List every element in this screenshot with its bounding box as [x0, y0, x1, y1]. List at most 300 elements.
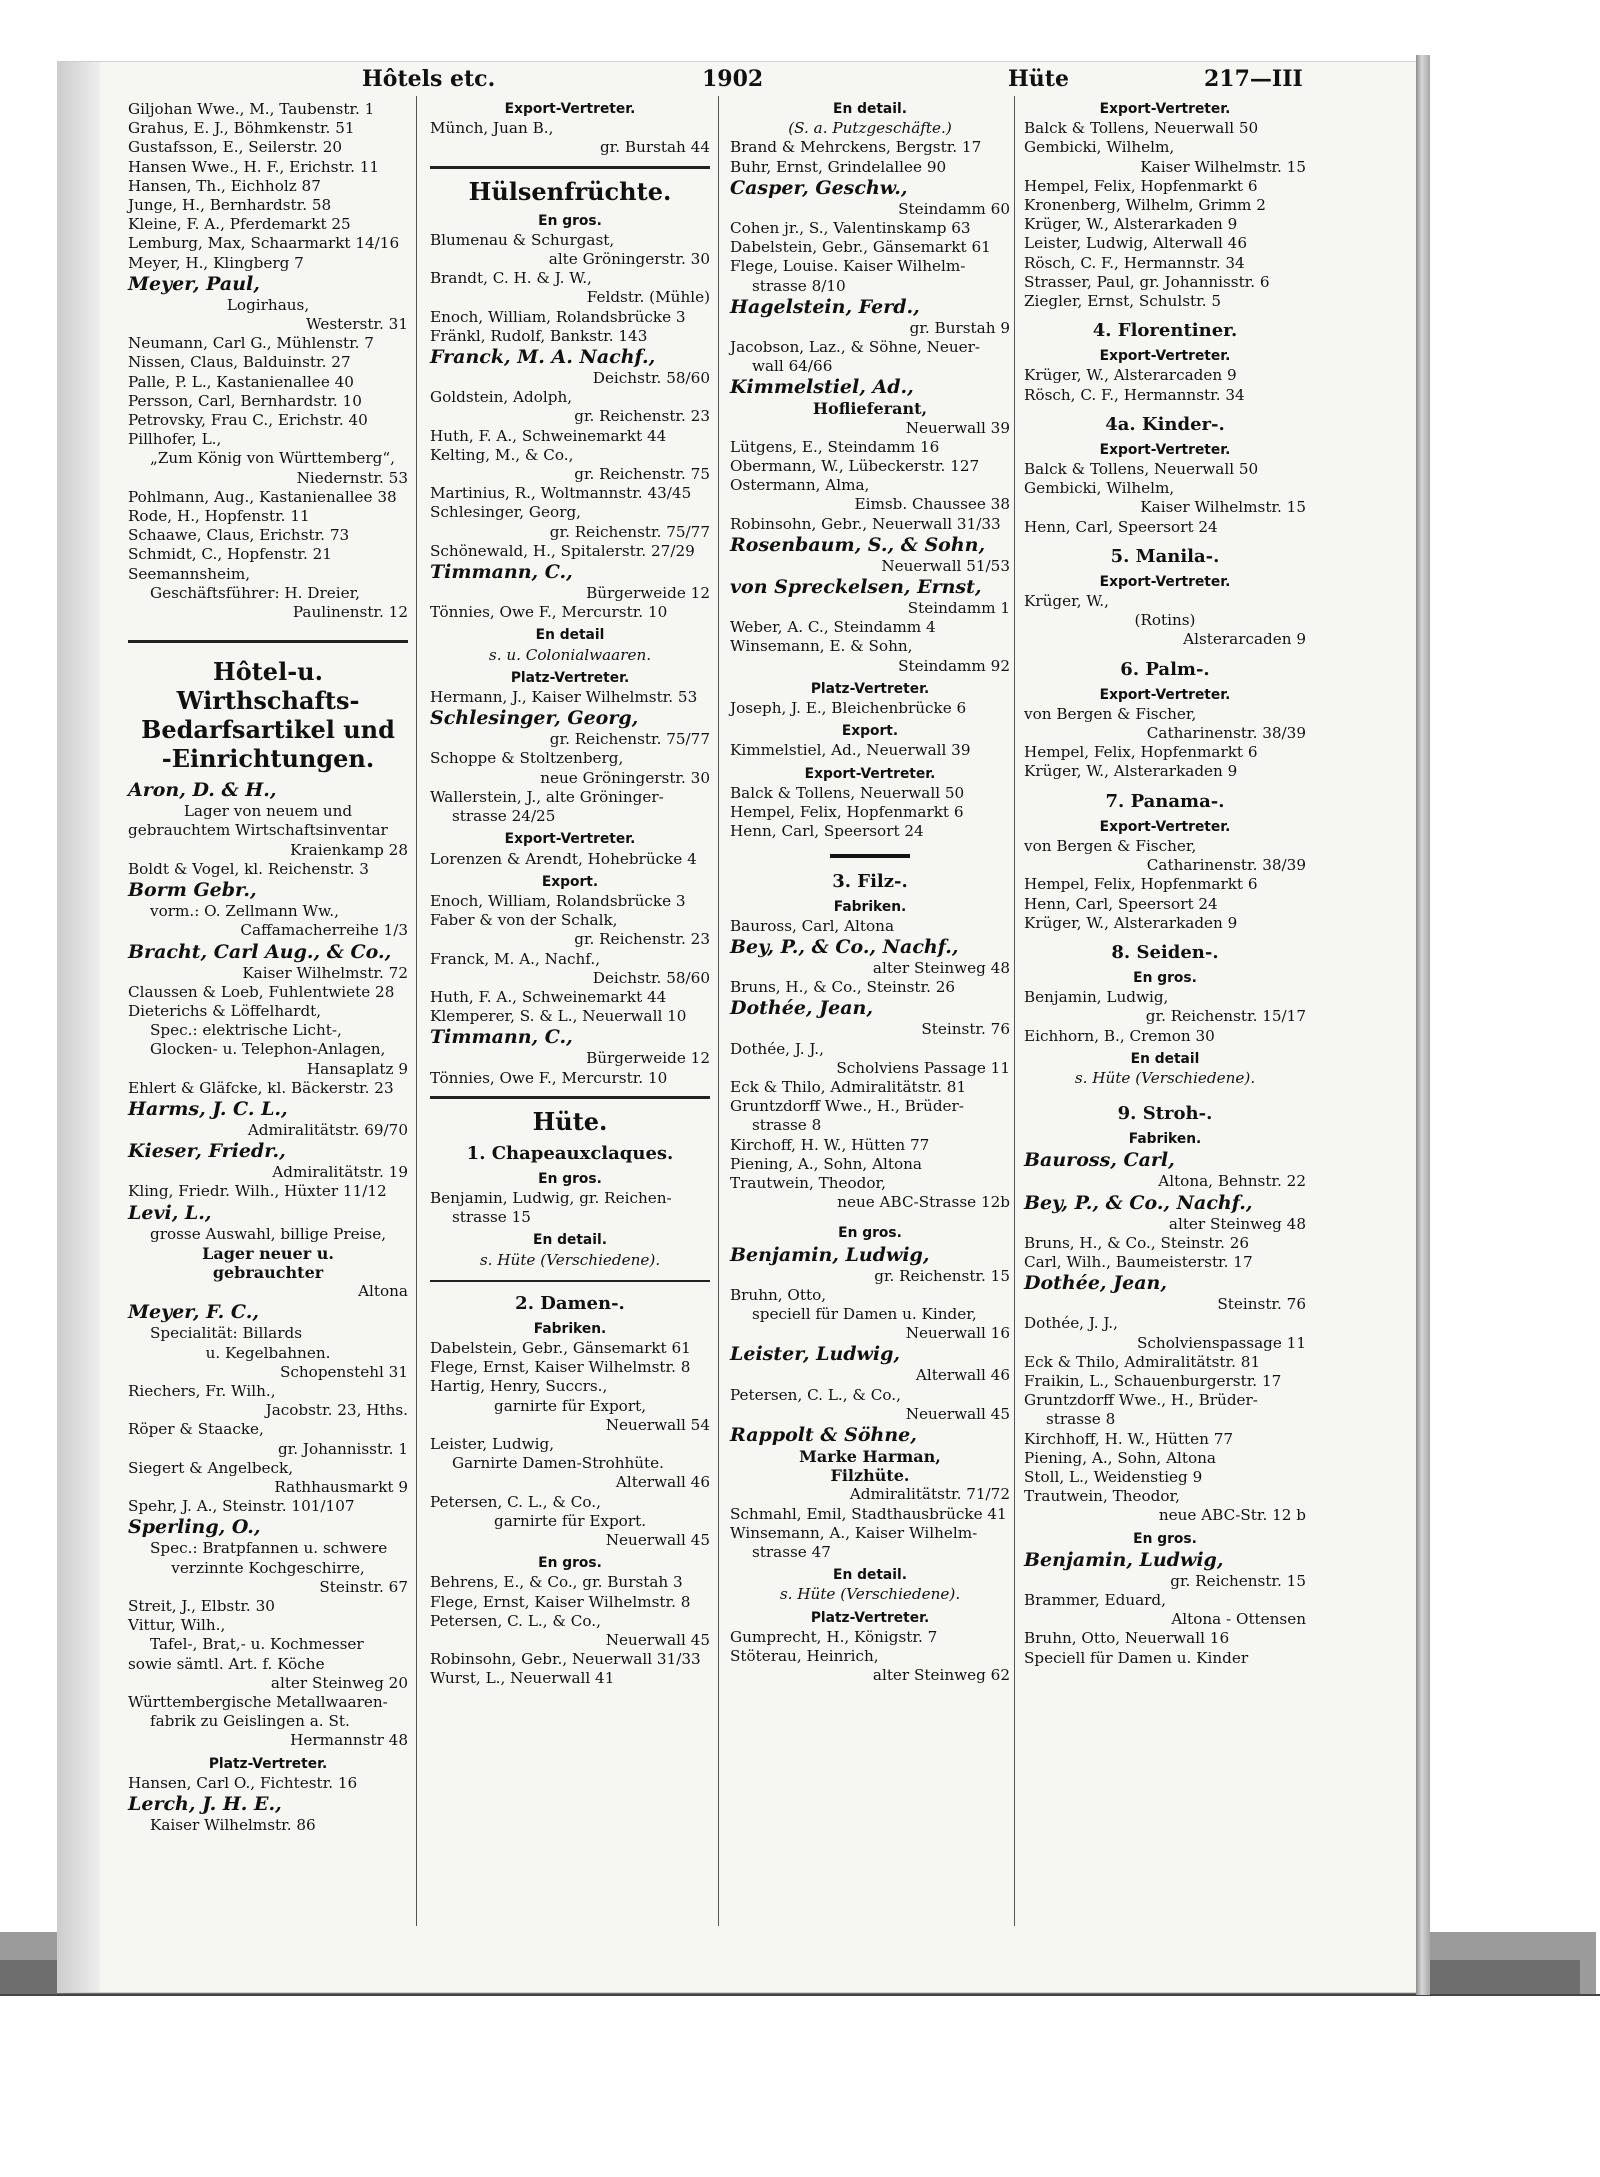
entry: Henn, Carl, Speersort 24: [730, 822, 924, 841]
entry: Gembicki, Wilhelm,: [1024, 138, 1175, 157]
entry-name-bold: Benjamin, Ludwig,: [1024, 1548, 1224, 1571]
entry-address: Neuerwall 45: [605, 1530, 710, 1549]
entry-address: Hermannstr 48: [290, 1731, 408, 1750]
entry-address: alter Steinweg 48: [872, 958, 1010, 977]
entry-name-bold: Dothée, Jean,: [1024, 1272, 1167, 1295]
entry-address: alter Steinweg 20: [270, 1673, 408, 1692]
entry: Streit, J., Elbstr. 30: [128, 1596, 275, 1615]
entry: Bruhn, Otto,: [730, 1285, 827, 1304]
entry: Martinius, R., Woltmannstr. 43/45: [430, 484, 692, 503]
subsection-title: 2. Damen-.: [515, 1292, 625, 1314]
subsection-heading: Fabriken.: [1128, 1131, 1202, 1148]
entry: Huth, F. A., Schweinemarkt 44: [430, 426, 667, 445]
column-separator: [416, 96, 417, 1926]
entry-name-bold: Kimmelstiel, Ad.,: [730, 376, 914, 399]
subsection-heading: En gros.: [538, 1555, 602, 1572]
entry-address: Jacobstr. 23, Hths.: [265, 1401, 408, 1420]
entry-detail: Geschäftsführer: H. Dreier,: [150, 583, 360, 602]
entry: Fraikin, L., Schauenburgerstr. 17: [1024, 1371, 1282, 1390]
entry-detail: speciell für Damen u. Kinder,: [752, 1304, 977, 1323]
entry-address: Paulinenstr. 12: [292, 603, 408, 622]
entry: Eichhorn, B., Cremon 30: [1024, 1026, 1215, 1045]
entry-highlight: Marke Harman,: [799, 1446, 941, 1466]
entry: Dabelstein, Gebr., Gänsemarkt 61: [430, 1338, 691, 1357]
subsection-heading: Platz-Vertreter.: [510, 669, 630, 686]
entry: Dothée, J. J.,: [730, 1039, 824, 1058]
subsection-heading: En detail: [1130, 1050, 1200, 1067]
subsection-title: 4. Florentiner.: [1092, 320, 1238, 342]
entry-address: Caffamacherreihe 1/3: [240, 921, 408, 940]
entry: Ostermann, Alma,: [730, 476, 870, 495]
entry: Lemburg, Max, Schaarmarkt 14/16: [128, 234, 400, 253]
entry-name-bold: Lerch, J. H. E.,: [128, 1793, 282, 1816]
entry-address: neue Gröningerstr. 30: [540, 768, 710, 787]
entry: Ziegler, Ernst, Schulstr. 5: [1024, 292, 1222, 311]
entry: Eck & Thilo, Admiralitätstr. 81: [1024, 1352, 1261, 1371]
entry: Benjamin, Ludwig,: [1024, 988, 1169, 1007]
section-title: Bedarfsartikel und: [141, 715, 395, 745]
entry-address: strasse 8: [1046, 1410, 1116, 1429]
entry: Petrovsky, Frau C., Erichstr. 40: [128, 411, 368, 430]
entry: Krüger, W., Alsterarcaden 9: [1024, 366, 1237, 385]
entry-address: Altona - Ottensen: [1171, 1610, 1306, 1629]
subsection-title: 6. Palm-.: [1120, 658, 1210, 680]
entry-name-bold: Bey, P., & Co., Nachf.,: [730, 935, 959, 958]
entry: Petersen, C. L., & Co.,: [430, 1492, 601, 1511]
entry: Württembergische Metallwaaren-: [128, 1693, 388, 1711]
entry: Hansen, Carl O., Fichtestr. 16: [128, 1773, 358, 1792]
entry: Grahus, E. J., Böhmkenstr. 51: [128, 119, 355, 138]
entry-address: gr. Reichenstr. 23: [574, 407, 710, 426]
entry: Kleine, F. A., Pferdemarkt 25: [128, 215, 351, 234]
entry: Schmahl, Emil, Stadthausbrücke 41: [730, 1504, 1007, 1523]
entry-address: wall 64/66: [752, 357, 833, 376]
entry: Palle, P. L., Kastanienallee 40: [128, 372, 354, 391]
entry-address: Neuerwall 45: [605, 1631, 710, 1649]
entry-name-bold: Aron, D. & H.,: [128, 779, 277, 802]
subsection-heading: Export.: [841, 723, 899, 740]
entry-name-bold: von Spreckelsen, Ernst,: [730, 576, 982, 599]
entry-address: gr. Reichenstr. 75: [574, 465, 710, 484]
column-separator: [1014, 96, 1015, 1926]
section-title: -Einrichtungen.: [161, 744, 375, 774]
entry-detail: Lager von neuem und: [183, 802, 353, 821]
entry-detail: garnirte für Export.: [493, 1511, 647, 1530]
entry: Kronenberg, Wilhelm, Grimm 2: [1024, 196, 1266, 215]
entry-address: Kaiser Wilhelmstr. 72: [242, 963, 408, 982]
entry-detail: Garnirte Damen-Strohhüte.: [452, 1454, 664, 1473]
entry-name-bold: Harms, J. C. L.,: [128, 1097, 288, 1120]
entry: Kirchoff, H. W., Hütten 77: [730, 1135, 930, 1154]
entry: Tönnies, Owe F., Mercurstr. 10: [430, 1068, 668, 1087]
entry-address: gr. Reichenstr. 15: [874, 1266, 1010, 1285]
entry-name-bold: Franck, M. A. Nachf.,: [430, 346, 656, 369]
entry: Pohlmann, Aug., Kastanienallee 38: [128, 487, 397, 506]
entry: Winsemann, A., Kaiser Wilhelm-: [730, 1523, 978, 1542]
entry: Robinsohn, Gebr., Neuerwall 31/33: [430, 1650, 701, 1669]
entry: Krüger, W., Alsterarkaden 9: [1024, 215, 1238, 234]
entry: Enoch, William, Rolandsbrücke 3: [430, 891, 686, 910]
entry: Schoppe & Stoltzenberg,: [430, 749, 624, 768]
entry: Schaawe, Claus, Erichstr. 73: [128, 526, 350, 545]
entry: Giljohan Wwe., M., Taubenstr. 1: [128, 100, 375, 118]
entry: Hansen, Th., Eichholz 87: [128, 176, 321, 195]
entry-name-bold: Schlesinger, Georg,: [430, 707, 639, 730]
entry: Gruntzdorff Wwe., H., Brüder-: [1024, 1391, 1258, 1410]
entry: Huth, F. A., Schweinemarkt 44: [430, 987, 667, 1006]
entry-address: Steinstr. 76: [921, 1020, 1010, 1039]
entry: Fränkl, Rudolf, Bankstr. 143: [430, 326, 648, 345]
entry-address: neue ABC-Strasse 12b: [837, 1193, 1010, 1212]
subsection-heading: Export.: [541, 873, 599, 890]
entry-name-bold: Timmann, C.,: [430, 561, 573, 584]
entry-detail: gebrauchtem Wirtschaftsinventar: [128, 821, 388, 840]
entry-detail: vorm.: O. Zellmann Ww.,: [150, 902, 339, 921]
entry-address: Kraienkamp 28: [290, 840, 408, 859]
entry: Krüger, W., Alsterarkaden 9: [1024, 762, 1238, 781]
entry-address: Feldstr. (Mühle): [586, 288, 710, 307]
entry-name-bold: Bauross, Carl,: [1024, 1149, 1175, 1172]
entry: Klemperer, S. & L., Neuerwall 10: [430, 1007, 687, 1026]
subsection-title: 3. Filz-.: [832, 870, 908, 892]
subsection-title: 8. Seiden-.: [1111, 941, 1219, 963]
subsection-heading: En gros.: [838, 1225, 902, 1242]
entry: Röper & Staacke,: [128, 1420, 264, 1439]
subsection-heading: Export-Vertreter.: [1099, 818, 1231, 835]
entry: Gustafsson, E., Seilerstr. 20: [128, 138, 343, 157]
entry-address: gr. Reichenstr. 75/77: [549, 522, 710, 541]
entry-address: Deichstr. 58/60: [592, 369, 710, 388]
entry: Bruns, H., & Co., Steinstr. 26: [1024, 1233, 1250, 1252]
entry: Goldstein, Adolph,: [430, 388, 573, 407]
entry: Schmidt, C., Hopfenstr. 21: [128, 545, 332, 564]
entry: Flege, Louise. Kaiser Wilhelm-: [730, 257, 966, 276]
entry: Balck & Tollens, Neuerwall 50: [1024, 460, 1259, 479]
entry-address: Admiralitätstr. 19: [272, 1163, 408, 1182]
entry: Petersen, C. L., & Co.,: [730, 1385, 901, 1404]
column-3: [730, 100, 1010, 1685]
subsection-heading: Export-Vertreter.: [1099, 441, 1231, 458]
entry-address: Rathhausmarkt 9: [274, 1477, 408, 1496]
entry: Krüger, W.,: [1024, 592, 1109, 611]
entry-address: Scholviens Passage 11: [836, 1058, 1010, 1077]
entry: Blumenau & Schurgast,: [430, 230, 615, 249]
entry-detail: Specialität: Billards: [150, 1324, 303, 1343]
entry-address: Neuerwall 54: [605, 1415, 710, 1434]
subsection-heading: En detail: [535, 627, 605, 644]
entry-name-bold: Bracht, Carl Aug., & Co.,: [128, 940, 392, 963]
subsection-title: 1. Chapeauxclaques.: [466, 1142, 674, 1164]
entry-address: Catharinenstr. 38/39: [1146, 856, 1306, 875]
entry: Hermann, J., Kaiser Wilhelmstr. 53: [430, 688, 698, 707]
entry-address: Niedernstr. 53: [296, 468, 408, 487]
entry-address: Altona, Behnstr. 22: [1158, 1172, 1306, 1191]
entry: Joseph, J. E., Bleichenbrücke 6: [730, 699, 967, 718]
subsection-heading: Platz-Vertreter.: [810, 1609, 930, 1626]
entry-address: strasse 24/25: [452, 807, 556, 826]
entry-address: gr. Reichenstr. 23: [574, 930, 710, 949]
entry: Buhr, Ernst, Grindelallee 90: [730, 157, 947, 176]
entry: Riechers, Fr. Wilh.,: [128, 1381, 276, 1400]
entry-detail: verzinnte Kochgeschirre,: [171, 1558, 365, 1577]
entry-detail: Glocken- u. Telephon-Anlagen,: [150, 1040, 386, 1059]
entry: Brammer, Eduard,: [1024, 1590, 1166, 1609]
entry-address: Neuerwall 51/53: [881, 556, 1010, 575]
entry-name-bold: Dothée, Jean,: [730, 997, 873, 1020]
entry: von Bergen & Fischer,: [1024, 704, 1197, 723]
entry: Balck & Tollens, Neuerwall 50: [730, 783, 965, 802]
entry: Henn, Carl, Speersort 24: [1024, 517, 1218, 536]
entry: Persson, Carl, Bernhardstr. 10: [128, 391, 362, 410]
entry: Rösch, C. F., Hermannstr. 34: [1024, 385, 1245, 404]
entry: Balck & Tollens, Neuerwall 50: [1024, 119, 1259, 138]
entry: Hempel, Felix, Hopfenmarkt 6: [730, 803, 964, 822]
entry-highlight: gebrauchter: [212, 1262, 324, 1282]
entry-address: neue ABC-Str. 12 b: [1158, 1506, 1306, 1525]
entry: Hempel, Felix, Hopfenmarkt 6: [1024, 743, 1258, 762]
entry-highlight: Hoflieferant,: [812, 399, 928, 419]
entry: Strasser, Paul, gr. Johannisstr. 6: [1024, 272, 1270, 291]
entry: Leister, Ludwig,: [430, 1434, 555, 1453]
entry-address: alter Steinweg 48: [1168, 1214, 1306, 1233]
page-binding: [58, 62, 100, 1992]
entry: Hansen Wwe., H. F., Erichstr. 11: [128, 157, 380, 176]
section-rule: [128, 640, 408, 643]
entry: Leister, Ludwig, Alterwall 46: [1024, 234, 1247, 253]
entry: Neumann, Carl G., Mühlenstr. 7: [128, 334, 374, 353]
subsection-heading: Export-Vertreter.: [1099, 573, 1231, 590]
entry-name-bold: Benjamin, Ludwig,: [730, 1243, 930, 1266]
entry-name-bold: Hagelstein, Ferd.,: [730, 295, 920, 318]
subsection-heading: Export-Vertreter.: [504, 101, 636, 117]
entry-address: strasse 8: [752, 1116, 822, 1135]
section-rule: [430, 166, 710, 169]
entry: Vittur, Wilh.,: [128, 1616, 226, 1635]
entry: Enoch, William, Rolandsbrücke 3: [430, 307, 686, 326]
column-1: [128, 100, 408, 1835]
entry-detail: (Rotins): [1134, 611, 1196, 630]
entry-detail: Speciell für Damen u. Kinder: [1024, 1648, 1249, 1667]
entry: Gruntzdorff Wwe., H., Brüder-: [730, 1097, 964, 1116]
entry: Spehr, J. A., Steinstr. 101/107: [128, 1497, 355, 1516]
cross-reference: (S. a. Putzgeschäfte.): [788, 119, 952, 138]
subsection-title: 7. Panama-.: [1105, 790, 1225, 812]
section-title: Hülsenfrüchte.: [468, 176, 672, 206]
cross-reference: s. Hüte (Verschiedene).: [479, 1250, 661, 1269]
entry: Junge, H., Bernhardstr. 58: [128, 196, 332, 215]
entry-address: Bürgerweide 12: [586, 584, 710, 603]
entry: Meyer, H., Klingberg 7: [128, 253, 304, 272]
entry-name-bold: Casper, Geschw.,: [730, 176, 908, 199]
entry-detail: Tafel-, Brat,- u. Kochmesser: [150, 1635, 364, 1654]
entry-name-bold: Bey, P., & Co., Nachf.,: [1024, 1191, 1253, 1214]
entry: Rode, H., Hopfenstr. 11: [128, 507, 310, 526]
entry-address: Steindamm 92: [898, 656, 1010, 675]
scan-bottom-strip: [0, 1994, 1600, 1996]
entry-address: Alsterarcaden 9: [1183, 630, 1306, 649]
cross-reference: s. u. Colonialwaaren.: [488, 645, 652, 664]
entry: Claussen & Loeb, Fuhlentwiete 28: [128, 982, 395, 1001]
entry: Cohen jr., S., Valentinskamp 63: [730, 219, 971, 238]
entry-address: Deichstr. 58/60: [592, 968, 710, 987]
column-4: [1024, 100, 1306, 1668]
entry: Stoll, L., Weidenstieg 9: [1024, 1467, 1203, 1486]
entry: Rösch, C. F., Hermannstr. 34: [1024, 253, 1245, 272]
entry-address: Schopenstehl 31: [279, 1362, 408, 1381]
subsection-heading: Platz-Vertreter.: [810, 680, 930, 697]
entry: Kling, Friedr. Wilh., Hüxter 11/12: [128, 1182, 387, 1201]
subsection-heading: Fabriken.: [533, 1320, 607, 1337]
entry: von Bergen & Fischer,: [1024, 836, 1197, 855]
entry: Bruhn, Otto, Neuerwall 16: [1024, 1629, 1230, 1648]
entry: Lorenzen & Arendt, Hohebrücke 4: [430, 849, 697, 868]
entry-address: gr. Reichenstr. 15: [1170, 1571, 1306, 1590]
entry-address: Neuerwall 39: [905, 418, 1010, 437]
entry-address: alter Steinweg 62: [872, 1666, 1010, 1685]
entry: Hempel, Felix, Hopfenmarkt 6: [1024, 176, 1258, 195]
subsection-heading: Export-Vertreter.: [1099, 348, 1231, 365]
subsection-heading: En detail.: [833, 101, 907, 117]
entry-address: Kaiser Wilhelmstr. 15: [1140, 498, 1306, 517]
entry-address: Steindamm 1: [907, 599, 1010, 618]
header-left: Hôtels etc.: [362, 66, 496, 92]
entry-detail: Spec.: elektrische Licht-,: [150, 1021, 342, 1040]
subsection-title: 9. Stroh-.: [1117, 1103, 1213, 1125]
entry: Weber, A. C., Steindamm 4: [730, 618, 936, 637]
subsection-heading: En gros.: [538, 212, 602, 229]
entry: Jacobson, Laz., & Söhne, Neuer-: [730, 338, 981, 357]
entry-detail: Spec.: Bratpfannen u. schwere: [150, 1539, 388, 1558]
subsection-title: 4a. Kinder-.: [1105, 413, 1225, 435]
entry-address: Scholvienspassage 11: [1137, 1333, 1306, 1352]
entry: Siegert & Angelbeck,: [128, 1458, 294, 1477]
entry-address: Catharinenstr. 38/39: [1146, 724, 1306, 743]
section-rule: [430, 1096, 710, 1099]
subsection-heading: Export-Vertreter.: [804, 765, 936, 782]
header-year: 1902: [702, 66, 764, 92]
entry-address: Eimsb. Chaussee 38: [854, 495, 1010, 514]
entry: Schönewald, H., Spitalerstr. 27/29: [430, 541, 695, 560]
entry-address: Admiralitätstr. 69/70: [247, 1120, 408, 1139]
entry: Franck, M. A., Nachf.,: [430, 949, 601, 968]
entry: Faber & von der Schalk,: [430, 911, 618, 930]
entry-address: Westerstr. 31: [306, 315, 408, 334]
entry-name-bold: Meyer, F. C.,: [128, 1301, 259, 1324]
entry: Brandt, C. H. & J. W.,: [430, 269, 592, 288]
entry-detail: fabrik zu Geislingen a. St.: [150, 1712, 350, 1731]
entry: Kimmelstiel, Ad., Neuerwall 39: [730, 741, 971, 760]
entry: Wurst, L., Neuerwall 41: [430, 1669, 615, 1688]
entry: Kelting, M., & Co.,: [430, 445, 574, 464]
entry: Krüger, W., Alsterarkaden 9: [1024, 913, 1238, 932]
entry: Bauross, Carl, Altona: [730, 916, 894, 935]
entry: Ehlert & Gläfcke, kl. Bäckerstr. 23: [128, 1078, 394, 1097]
column-2: [430, 100, 710, 1689]
entry-highlight: Filzhüte.: [830, 1466, 910, 1486]
entry-address: Bürgerweide 12: [586, 1049, 710, 1068]
subsection-heading: Export-Vertreter.: [504, 831, 636, 848]
section-rule: [430, 1280, 710, 1282]
entry-address: strasse 47: [752, 1542, 831, 1561]
entry: Hartig, Henry, Succrs.,: [430, 1377, 608, 1396]
entry: Pillhofer, L.,: [128, 430, 222, 449]
entry-detail: u. Kegelbahnen.: [205, 1343, 331, 1362]
entry-name-bold: Rosenbaum, S., & Sohn,: [730, 533, 986, 556]
entry: Münch, Juan B.,: [430, 119, 554, 138]
entry-address: Kaiser Wilhelmstr. 86: [150, 1816, 316, 1835]
entry-address: gr. Burstah 9: [909, 318, 1010, 337]
entry-highlight: Lager neuer u.: [202, 1243, 334, 1263]
header-topic: Hüte: [1008, 66, 1069, 92]
subsection-heading: En gros.: [1133, 969, 1197, 986]
entry-address: Kaiser Wilhelmstr. 15: [1140, 157, 1306, 176]
entry-detail: „Zum König von Württemberg“,: [150, 449, 395, 468]
entry-address: Admiralitätstr. 71/72: [849, 1485, 1010, 1504]
entry: Carl, Wilh., Baumeisterstr. 17: [1024, 1252, 1253, 1271]
entry-address: gr. Reichenstr. 15/17: [1145, 1007, 1306, 1026]
entry-address: Steindamm 60: [898, 199, 1010, 218]
entry-address: alte Gröningerstr. 30: [548, 250, 710, 269]
entry: Lütgens, E., Steindamm 16: [730, 437, 940, 456]
entry-name-bold: Kieser, Friedr.,: [128, 1140, 286, 1163]
entry-address: Neuerwall 45: [905, 1404, 1010, 1423]
entry: Hempel, Felix, Hopfenmarkt 6: [1024, 875, 1258, 894]
entry-name-bold: Meyer, Paul,: [128, 272, 260, 295]
cross-reference: s. Hüte (Verschiedene).: [1074, 1068, 1256, 1087]
entry: Flege, Ernst, Kaiser Wilhelmstr. 8: [430, 1358, 691, 1377]
entry-address: gr. Johannisstr. 1: [277, 1439, 408, 1458]
section-rule: [830, 854, 910, 858]
subsection-heading: En gros.: [1133, 1530, 1197, 1547]
entry: Benjamin, Ludwig, gr. Reichen-: [430, 1188, 672, 1207]
entry: Piening, A., Sohn, Altona: [1024, 1448, 1216, 1467]
entry-address: Alterwall 46: [615, 1473, 710, 1492]
entry-detail: sowie sämtl. Art. f. Köche: [128, 1654, 325, 1673]
entry: Trautwein, Theodor,: [730, 1173, 886, 1192]
entry: Gumprecht, H., Königstr. 7: [730, 1627, 938, 1646]
subsection-heading: En detail.: [533, 1232, 607, 1249]
page-edge: [1416, 55, 1430, 1995]
entry-address: Steinstr. 76: [1217, 1295, 1306, 1314]
subsection-heading: En detail.: [833, 1567, 907, 1584]
subsection-heading: En gros.: [538, 1170, 602, 1187]
column-separator: [718, 96, 719, 1926]
entry: Bruns, H., & Co., Steinstr. 26: [730, 978, 956, 997]
entry-detail: garnirte für Export,: [493, 1396, 647, 1415]
section-title: Hôtel-u. Wirthschafts-: [176, 657, 360, 716]
entry: Dabelstein, Gebr., Gänsemarkt 61: [730, 238, 991, 257]
entry-name-bold: Levi, L.,: [128, 1201, 212, 1224]
entry: Brand & Mehrckens, Bergstr. 17: [730, 138, 982, 157]
entry: Piening, A., Sohn, Altona: [730, 1154, 922, 1173]
entry-name-bold: Leister, Ludwig,: [730, 1343, 901, 1366]
entry-address: Altona: [358, 1282, 408, 1301]
entry: Stöterau, Heinrich,: [730, 1647, 879, 1665]
entry-address: Hansaplatz 9: [306, 1059, 408, 1078]
entry-name-bold: Rappolt & Söhne,: [730, 1423, 917, 1446]
entry: Trautwein, Theodor,: [1024, 1487, 1180, 1506]
subsection-heading: Platz-Vertreter.: [208, 1755, 328, 1772]
entry-address: gr. Burstah 44: [599, 138, 710, 157]
entry-address: Alterwall 46: [915, 1366, 1010, 1385]
subsection-title: 5. Manila-.: [1110, 545, 1220, 567]
entry: Gembicki, Wilhelm,: [1024, 479, 1175, 498]
entry-address: gr. Reichenstr. 75/77: [549, 730, 710, 749]
entry-address: strasse 15: [452, 1208, 531, 1227]
entry: Boldt & Vogel, kl. Reichenstr. 3: [128, 859, 369, 878]
entry-address: Neuerwall 16: [905, 1324, 1010, 1343]
entry-detail: grosse Auswahl, billige Preise,: [150, 1224, 387, 1243]
